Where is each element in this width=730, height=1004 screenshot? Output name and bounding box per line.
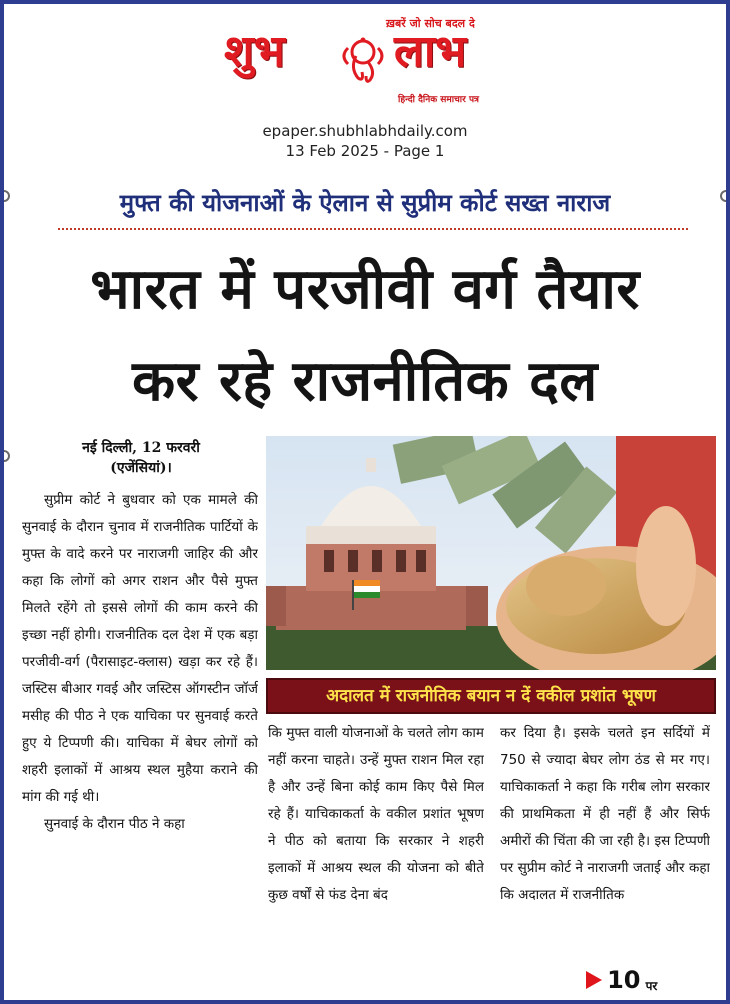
play-arrow-icon [586, 971, 602, 989]
continued-page-number: 10 [607, 966, 641, 994]
dateline [24, 438, 258, 478]
article-paragraph: सुप्रीम कोर्ट ने बुधवार को एक मामले की सुनवाई के दौरान चुनाव में राजनीतिक पार्टियों के मुफ्त के वादे करने पर नाराजगी जाहिर की और कहा कि लोगों को अगर राशन और पैसे मुफ्त मिलते रहेंगे तो इससे लोगों की काम करने की इच्छा नहीं होगी। राजनीतिक दल देश में एक बड़ा परजीवी-वर्ग (पैरासाइट-क्लास) खड़ा कर रहे हैं। जस्टिस बीआर गवई और जस्टिस ऑगस्टीन जॉर्ज मसीह की पीठ ने एक याचिका पर सुनवाई करते हुए ये टिप्पणी की। याचिका में बेघर लोगों को शहरी इलाकों में आश्रय स्थल मुहैया कराने की मांग की गई थी। [22, 492, 258, 805]
kicker-divider [58, 228, 688, 230]
continued-page-suffix: पर [645, 979, 658, 993]
article-kicker: मुफ्त की योजनाओं के ऐलान से सुप्रीम कोर्ट सख्त नाराज [119, 189, 611, 217]
continued-on-page [586, 966, 657, 994]
dateline-place-date: नई दिल्ली, 12 फरवरी [82, 440, 200, 456]
photo-caption: अदालत में राजनीतिक बयान न दें वकील प्रशांत भूषण [266, 678, 716, 714]
article-column-1 [22, 487, 258, 987]
masthead-title-right: लाभ [394, 26, 467, 77]
masthead-subtitle: हिन्दी दैनिक समाचार पत्र [398, 95, 480, 105]
edition-date-page: 13 Feb 2025 - Page 1 [285, 142, 445, 160]
registration-mark [0, 450, 10, 462]
masthead-tagline: ख़बरें जो सोच बदल दे [386, 17, 475, 30]
registration-mark [0, 190, 10, 202]
masthead-logo [218, 8, 518, 112]
dateline-agency: (एजेंसियां)। [110, 460, 172, 476]
article-paragraph: सुनवाई के दौरान पीठ ने कहा [44, 816, 185, 832]
article-photo [266, 436, 716, 670]
article-column-3: कर दिया है। इसके चलते इन सर्दियों में 750 से ज्यादा बेघर लोग ठंड से मर गए। याचिकाकर्ता ने कहा कि गरीब लोग सरकार की प्राथमिकता में ही नहीं हैं और सिर्फ अमीरों की चिंता की जा रही है। इस टिप्पणी पर सुप्रीम कोर्ट ने नाराजगी जताई और कहा कि अदालत में राजनीतिक [500, 725, 710, 903]
edition-site: epaper.shubhlabhdaily.com [262, 122, 468, 140]
registration-mark [720, 190, 730, 202]
supreme-court-photo [266, 436, 716, 670]
headline-line-1: भारत में परजीवी वर्ग तैयार [90, 257, 640, 322]
headline-line-2: कर रहे राजनीतिक दल [132, 349, 598, 414]
masthead-title-left: शुभ [224, 26, 285, 77]
ganesh-emblem-icon [336, 34, 390, 86]
article-column-2: कि मुफ्त वाली योजनाओं के चलते लोग काम नहीं करना चाहते। उन्हें मुफ्त राशन मिल रहा है और उन्हें बिना कोई काम किए पैसे मिल रहे हैं। याचिकाकर्ता के वकील प्रशांत भूषण ने पीठ को बताया कि सरकार ने शहरी इलाकों में आश्रय स्थल की योजना को बीते कुछ वर्षों से फंड देना बंद [268, 725, 484, 903]
